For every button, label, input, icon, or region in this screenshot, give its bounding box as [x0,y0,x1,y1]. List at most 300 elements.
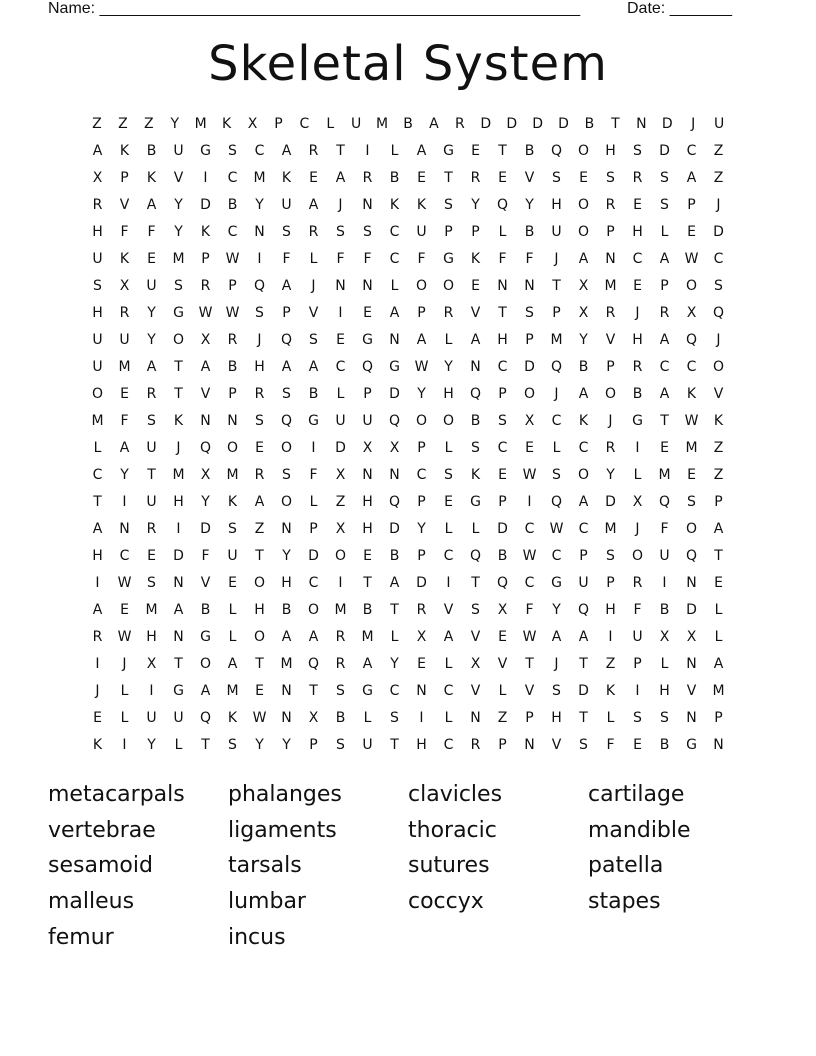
grid-letter: Y [282,548,291,564]
grid-letter: A [227,656,238,672]
grid-letter: N [362,197,373,213]
grid-letter: H [551,710,562,726]
grid-letter: V [497,656,508,672]
grid-letter: C [389,224,400,240]
grid-letter: K [389,197,400,213]
grid-letter: L [633,467,642,483]
grid-letter: C [578,440,589,456]
grid-row [84,464,732,491]
grid-row [84,194,732,221]
grid-letter: O [685,521,698,537]
grid-letter: E [660,440,669,456]
grid-letter: X [247,116,258,132]
grid-letter: C [686,143,697,159]
grid-letter: W [414,359,429,375]
grid-letter: H [551,197,562,213]
word-bank-item: stapes [588,889,661,915]
grid-letter: M [550,332,563,348]
grid-letter: O [226,440,239,456]
grid-letter: Q [361,359,374,375]
grid-letter: N [254,224,265,240]
grid-letter: P [606,359,615,375]
grid-letter: L [552,440,561,456]
grid-letter: G [632,413,643,429]
grid-letter: V [470,683,481,699]
grid-letter: Z [92,116,102,132]
grid-letter: P [444,224,453,240]
grid-letter: R [632,575,643,591]
grid-letter: M [604,521,617,537]
grid-letter: P [228,278,237,294]
grid-letter: S [282,386,291,402]
grid-letter: D [524,359,535,375]
grid-letter: G [470,494,481,510]
grid-letter: M [280,656,293,672]
grid-letter: A [119,440,130,456]
grid-letter: T [174,386,183,402]
grid-letter: V [200,575,211,591]
grid-letter: J [554,656,559,672]
grid-letter: Q [685,548,698,564]
grid-letter: U [335,413,346,429]
grid-letter: Y [525,197,534,213]
grid-letter: T [471,575,480,591]
grid-letter: D [389,521,400,537]
grid-letter: R [632,359,643,375]
grid-letter: C [227,224,238,240]
grid-letter: A [335,170,346,186]
grid-letter: L [326,116,335,132]
grid-letter: I [176,521,181,537]
grid-letter: H [281,575,292,591]
grid-letter: W [117,629,132,645]
grid-letter: E [498,629,507,645]
grid-letter: M [91,413,104,429]
grid-letter: D [200,521,211,537]
grid-letter: L [228,602,237,618]
grid-letter: B [362,602,373,618]
grid-letter: A [578,251,589,267]
grid-letter: C [308,575,319,591]
grid-letter: R [470,737,481,753]
grid-letter: P [201,251,210,267]
grid-letter: T [390,737,399,753]
grid-letter: S [633,143,642,159]
grid-letter: U [146,278,157,294]
grid-letter: F [660,521,669,537]
grid-letter: I [122,737,127,753]
grid-letter: P [687,197,696,213]
grid-letter: M [604,278,617,294]
grid-letter: O [172,332,185,348]
grid-letter: U [632,629,643,645]
grid-letter: S [228,737,237,753]
grid-letter: L [660,224,669,240]
grid-letter: L [309,251,318,267]
grid-letter: N [686,575,697,591]
grid-letter: R [335,629,346,645]
grid-letter: V [470,305,481,321]
grid-letter: T [444,170,453,186]
grid-letter: R [146,521,157,537]
grid-letter: S [660,710,669,726]
grid-row [84,572,732,599]
grid-letter: O [415,278,428,294]
grid-letter: Z [713,170,724,186]
grid-letter: W [522,548,537,564]
grid-letter: G [200,629,211,645]
grid-letter: C [524,521,535,537]
name-field-label: Name: ______________________________________________________ [48,0,581,17]
grid-letter: E [444,494,453,510]
grid-letter: M [226,683,239,699]
grid-letter: B [146,143,157,159]
grid-letter: Y [147,332,156,348]
grid-letter: L [714,629,723,645]
grid-letter: H [659,683,670,699]
grid-letter: Y [417,386,426,402]
grid-letter: F [201,548,210,564]
grid-letter: F [282,251,291,267]
grid-letter: H [362,521,373,537]
grid-letter: A [281,359,292,375]
grid-letter: J [691,116,696,132]
grid-letter: O [604,386,617,402]
grid-letter: R [605,440,616,456]
grid-letter: P [660,278,669,294]
grid-letter: U [173,143,184,159]
grid-letter: E [255,683,264,699]
grid-letter: X [524,413,535,429]
grid-row [84,383,732,410]
grid-letter: H [146,629,157,645]
grid-letter: X [335,521,346,537]
grid-letter: H [416,737,427,753]
grid-letter: J [95,683,100,699]
grid-letter: C [551,548,562,564]
grid-letter: X [200,332,211,348]
grid-letter: Q [280,332,293,348]
grid-letter: A [713,521,724,537]
grid-letter: E [417,170,426,186]
grid-letter: V [470,629,481,645]
grid-letter: X [686,629,697,645]
grid-letter: E [579,170,588,186]
grid-letter: H [605,143,616,159]
grid-letter: P [633,656,642,672]
grid-letter: R [335,656,346,672]
grid-letter: X [308,710,319,726]
grid-letter: A [173,602,184,618]
grid-letter: K [686,386,697,402]
grid-letter: T [498,305,507,321]
word-bank-item: malleus [48,889,135,915]
grid-letter: R [362,170,373,186]
grid-letter: C [92,467,103,483]
grid-letter: D [506,116,518,132]
grid-letter: D [308,548,319,564]
grid-letter: L [444,440,453,456]
grid-letter: X [470,656,481,672]
grid-letter: B [584,116,595,132]
grid-letter: X [632,494,643,510]
grid-letter: R [308,143,319,159]
grid-letter: A [146,197,157,213]
grid-letter: X [578,278,589,294]
grid-row [84,680,732,707]
grid-letter: E [309,170,318,186]
grid-letter: K [200,224,211,240]
grid-letter: G [308,413,319,429]
grid-letter: T [255,548,264,564]
grid-letter: S [309,332,318,348]
grid-letter: I [635,683,640,699]
grid-letter: R [659,305,670,321]
grid-letter: C [443,548,454,564]
grid-letter: U [713,116,725,132]
grid-letter: E [633,737,642,753]
grid-letter: F [120,224,129,240]
grid-row [84,248,732,275]
grid-letter: F [498,251,507,267]
grid-letter: R [119,305,130,321]
grid-letter: L [309,494,318,510]
grid-letter: H [254,359,265,375]
grid-letter: R [308,224,319,240]
grid-letter: A [200,683,211,699]
grid-letter: D [200,197,211,213]
grid-letter: Y [174,197,183,213]
grid-letter: X [146,656,157,672]
grid-letter: X [497,602,508,618]
grid-letter: D [686,602,697,618]
grid-letter: U [362,737,373,753]
grid-letter: C [254,143,265,159]
word-bank-item: coccyx [408,889,484,915]
grid-letter: Z [335,494,346,510]
grid-letter: O [523,386,536,402]
grid-row [84,653,732,680]
grid-letter: O [577,143,590,159]
grid-letter: I [311,440,316,456]
grid-letter: C [416,467,427,483]
grid-letter: P [714,494,723,510]
word-bank-item: cartilage [588,782,685,807]
grid-letter: M [712,683,725,699]
grid-letter: J [257,332,262,348]
grid-row [84,410,732,437]
grid-letter: A [659,332,670,348]
grid-letter: S [228,521,237,537]
grid-letter: C [551,413,562,429]
grid-letter: T [611,116,620,132]
grid-letter: P [525,332,534,348]
grid-letter: M [172,251,185,267]
grid-letter: L [174,737,183,753]
word-bank-item: patella [588,853,664,879]
grid-letter: S [498,413,507,429]
grid-letter: S [93,278,102,294]
grid-letter: S [444,467,453,483]
grid-letter: U [227,548,238,564]
grid-row [84,140,732,167]
grid-letter: T [336,143,345,159]
grid-letter: U [173,710,184,726]
grid-letter: Y [282,737,291,753]
grid-letter: D [532,116,544,132]
word-bank-item: femur [48,924,114,950]
grid-letter: N [497,278,508,294]
date-field-label: Date: _______ [627,0,732,17]
grid-letter: M [118,359,131,375]
grid-letter: Y [170,116,179,132]
grid-letter: Y [552,602,561,618]
grid-letter: Q [280,413,293,429]
grid-letter: J [122,656,127,672]
grid-letter: N [362,467,373,483]
grid-letter: T [660,413,669,429]
grid-letter: I [257,251,262,267]
grid-letter: K [227,494,238,510]
grid-letter: S [552,467,561,483]
grid-letter: K [221,116,232,132]
grid-letter: T [579,710,588,726]
grid-letter: N [119,521,130,537]
grid-letter: P [606,575,615,591]
grid-letter: R [254,386,265,402]
grid-letter: M [361,629,374,645]
grid-letter: D [605,494,616,510]
grid-letter: A [254,494,265,510]
grid-letter: P [417,305,426,321]
grid-letter: L [714,602,723,618]
grid-letter: V [308,305,319,321]
grid-letter: T [93,494,102,510]
grid-letter: E [255,440,264,456]
grid-letter: R [455,116,465,132]
grid-letter: S [606,170,615,186]
grid-letter: A [389,305,400,321]
grid-letter: P [498,737,507,753]
grid-letter: D [497,521,508,537]
grid-letter: N [173,575,184,591]
grid-letter: E [417,656,426,672]
grid-letter: A [281,629,292,645]
grid-letter: C [389,683,400,699]
grid-letter: O [631,548,644,564]
grid-letter: N [281,521,292,537]
grid-letter: T [390,602,399,618]
grid-letter: Y [417,521,426,537]
grid-letter: X [659,629,670,645]
grid-letter: P [274,116,283,132]
grid-row [84,329,732,356]
grid-letter: Z [254,521,265,537]
word-bank-item: ligaments [228,817,337,843]
grid-letter: B [227,197,238,213]
grid-letter: A [416,143,427,159]
grid-letter: F [309,467,318,483]
grid-letter: V [524,683,535,699]
grid-letter: B [200,602,211,618]
grid-letter: L [444,656,453,672]
grid-letter: S [336,224,345,240]
grid-letter: B [497,548,508,564]
grid-letter: W [684,413,699,429]
grid-letter: J [716,332,721,348]
grid-letter: C [443,737,454,753]
grid-letter: A [308,359,319,375]
grid-letter: E [471,143,480,159]
grid-letter: N [686,710,697,726]
grid-letter: B [308,386,319,402]
grid-letter: L [120,710,129,726]
grid-letter: F [525,602,534,618]
grid-letter: H [92,548,103,564]
grid-letter: O [91,386,104,402]
grid-letter: V [551,737,562,753]
grid-letter: N [281,710,292,726]
grid-letter: N [335,278,346,294]
grid-letter: Y [471,197,480,213]
grid-letter: G [443,251,454,267]
grid-letter: V [713,386,724,402]
grid-letter: L [660,656,669,672]
grid-letter: B [470,413,481,429]
grid-letter: E [147,251,156,267]
grid-letter: U [146,440,157,456]
grid-letter: K [92,737,103,753]
grid-letter: N [470,710,481,726]
grid-letter: M [253,170,266,186]
grid-letter: Y [579,332,588,348]
grid-letter: N [200,413,211,429]
grid-letter: R [605,197,616,213]
grid-letter: C [227,170,238,186]
grid-letter: A [92,602,103,618]
grid-letter: V [119,197,130,213]
grid-letter: S [471,602,480,618]
grid-letter: S [147,575,156,591]
grid-letter: E [336,332,345,348]
grid-letter: N [173,629,184,645]
grid-letter: T [714,548,723,564]
grid-letter: W [684,251,699,267]
grid-letter: S [552,170,561,186]
grid-letter: A [281,278,292,294]
grid-letter: Q [550,494,563,510]
grid-letter: S [660,170,669,186]
grid-letter: N [227,413,238,429]
grid-letter: Q [388,413,401,429]
grid-letter: C [632,251,643,267]
grid-letter: H [362,494,373,510]
grid-letter: G [173,305,184,321]
grid-letter: J [176,440,181,456]
grid-letter: G [362,332,373,348]
grid-letter: N [416,683,427,699]
grid-letter: S [714,278,723,294]
grid-letter: A [686,170,697,186]
grid-letter: F [120,413,129,429]
word-bank-item: thoracic [408,817,497,843]
grid-row [84,599,732,626]
grid-letter: Q [199,440,212,456]
grid-letter: T [525,656,534,672]
grid-letter: P [282,305,291,321]
grid-letter: L [363,710,372,726]
grid-letter: P [552,305,561,321]
